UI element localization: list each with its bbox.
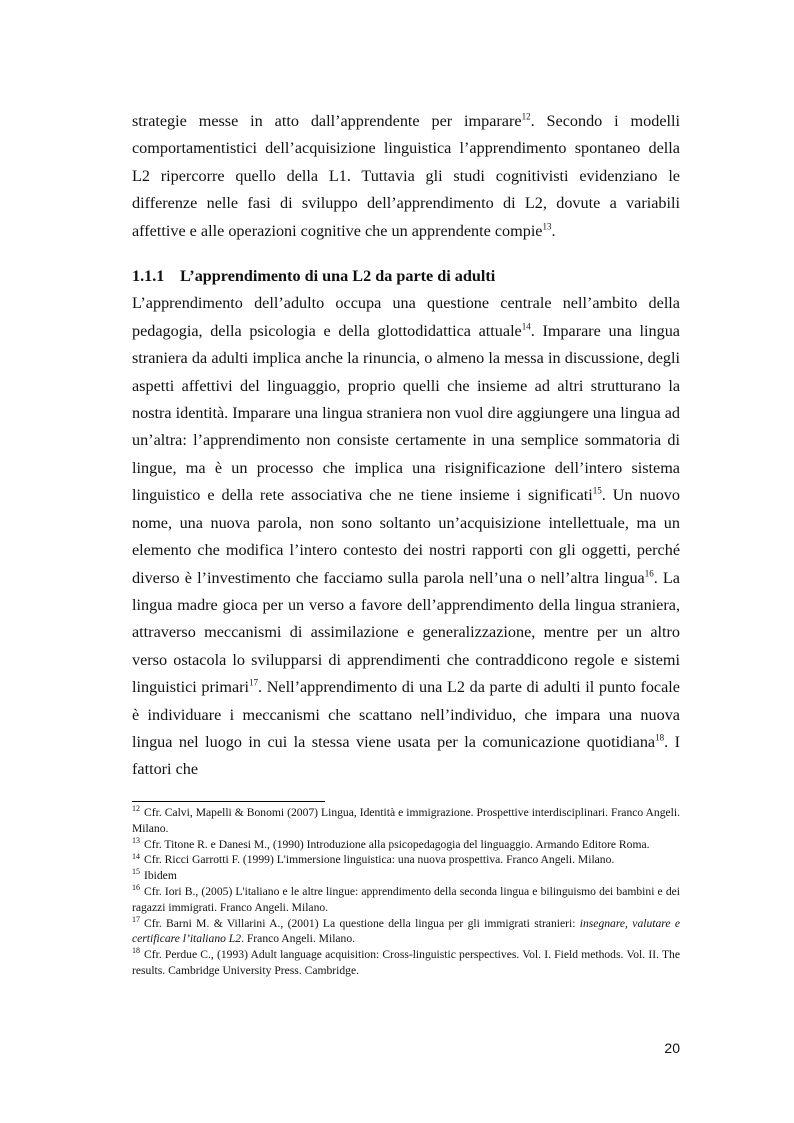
footnote-ref[interactable]: 15	[592, 485, 602, 496]
paragraph-main: L’apprendimento dell’adulto occupa una questione centrale nell’ambito della pedagogia, della psicologia e della glottodidattica attuale$^{14}$. Imparare una lingua straniera da adulti implica anche la rinuncia, o almeno la messa in discussione, degli aspetti affettivi del linguaggio, proprio quelli che insieme ad altri strutturano la nostra identità. Imparare una lingua straniera non vuol dire aggiungere una lingua ad un’altra: l’apprendimento non consiste certamente in una semplice sommatoria di lingue, ma è un processo che implica una risignificazione dell’intero sistema linguistico e della rete associativa che ne tiene insieme i significati$^{15}$. Un nuovo nome, una nuova parola, non sono soltanto un’acquisizione intellettuale, ma un elemento che modifica l’intero contesto dei nostri rapporti con gli oggetti, perché diverso è l’investimento che facciamo sulla parola nell’una o nell’altra lingua$^{16}$. La lingua madre gioca per un verso a favore dell’apprendimento della lingua straniera, attraverso meccanismi di assimilazione e generalizzazione, mentre per un altro verso ostacola lo svilupparsi di apprendimenti che contraddicono regole e sistemi linguistici primari$^{17}$. Nell’apprendimento di una L2 da parte di adulti il punto focale è individuare i meccanismi che scattano nell’individuo, che impara una nuova lingua nel luogo in cui la stessa viene usata per la comunicazione quotidiana$^{18}$. I fattori che	[132, 294, 680, 779]
footnote: $^{13}$ Cfr. Titone R. e Danesi M., (1990) Introduzione alla psicopedagogia del linguaggio. Armando Editore Roma.	[132, 835, 650, 851]
footnotes	[132, 805, 680, 979]
footnote: $^{14}$ Cfr. Ricci Garrotti F. (1999) L'immersione linguistica: una nuova prospettiva. Franco Angeli. Milano.	[132, 851, 615, 867]
footnote-ref[interactable]: 12	[521, 111, 531, 122]
section-title: L’apprendimento di una L2 da parte di adulti	[180, 267, 496, 286]
page-number: 20	[664, 1040, 680, 1056]
footnote-separator	[132, 801, 325, 802]
footnote-ref[interactable]: 16	[644, 568, 654, 579]
section-number: 1.1.1	[132, 267, 165, 286]
paragraph-intro: strategie messe in atto dall’apprendente per imparare$^{12}$. Secondo i modelli comportamentistici dell’acquisizione linguistica l’apprendimento spontaneo della L2 ripercorre quello della L1. Tuttavia gli studi cognitivisti evidenziano le differenze nelle fasi di sviluppo dell’apprendimento di L2, dovute a variabili affettive e alle operazioni cognitive che un apprendente compie$^{13}$.	[132, 111, 681, 240]
footnote: $^{18}$ Cfr. Perdue C., (1993) Adult language acquisition: Cross-linguistic perspectives. Vol. I. Field methods. Vol. II. The results. Cambridge University Press. Cambridge.	[132, 946, 680, 977]
footnote-ref[interactable]: 14	[521, 321, 531, 332]
footnote: $^{16}$ Cfr. Iori B., (2005) L'italiano e le altre lingue: apprendimento della seconda lingua e bilinguismo dei bambini e dei ragazzi immigrati. Franco Angeli. Milano.	[132, 883, 680, 914]
footnote: $^{17}$ Cfr. Barni M. & Villarini A., (2001) La questione della lingua per gli immigrati stranieri: insegnare, valutare e certificare l’italiano L2. Franco Angeli. Milano.	[132, 914, 680, 946]
section-heading	[132, 263, 680, 290]
footnote-ref[interactable]: 13	[542, 221, 552, 232]
footnote-ref[interactable]: 17	[249, 677, 259, 688]
footnote-ref[interactable]: 18	[655, 732, 665, 743]
footnote: $^{12}$ Cfr. Calvi, Mapelli & Bonomi (2007) Lingua, Identità e immigrazione. Prospettive interdisciplinari. Franco Angeli. Milano.	[132, 804, 680, 835]
footnote: $^{15}$ Ibidem	[132, 867, 177, 883]
main-text	[132, 108, 680, 784]
